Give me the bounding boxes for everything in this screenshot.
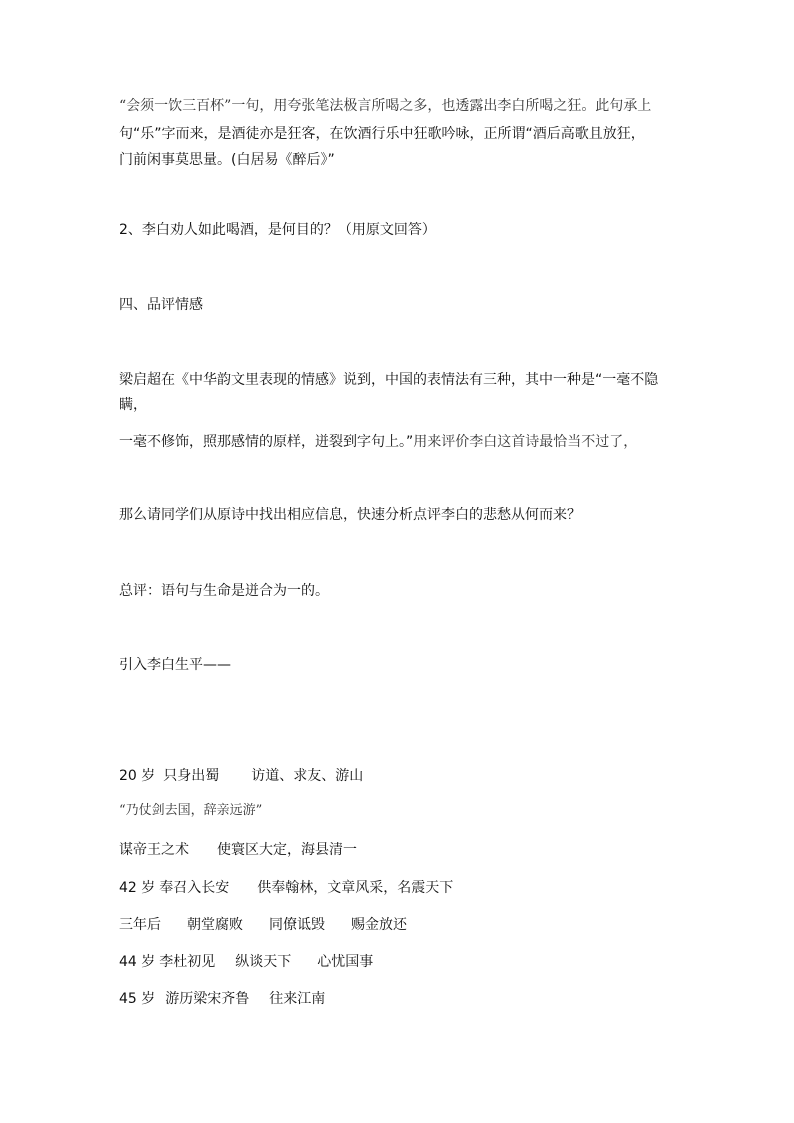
- section-heading: 四、品评情感: [119, 297, 203, 313]
- event: 三年后: [119, 917, 161, 933]
- event: 使寰区大定，海县清一: [217, 842, 357, 858]
- age-label: 20 岁: [119, 768, 156, 784]
- liang-line-1: 梁启超在《中华韵文里表现的情感》说到，中国的表情法有三种，其中一种是“一毫不隐: [119, 372, 659, 388]
- event: 往来江南: [269, 991, 326, 1007]
- question-2: 2、李白劝人如此喝酒，是何目的？（用原文回答）: [119, 222, 436, 238]
- paragraph-line-1: “会须一饮三百杯”一句，用夸张笔法极言所喝之多，也透露出李白所喝之狂。此句承上: [119, 98, 652, 114]
- event: 赐金放还: [351, 917, 407, 933]
- event: 只身出蜀: [163, 768, 220, 784]
- timeline-age-44: [119, 952, 373, 972]
- paragraph-line-3: 门前闲事莫思量。(白居易《醉后》”: [119, 152, 335, 168]
- liang-line-2: 瞒，: [119, 397, 147, 413]
- event: 心忧国事: [317, 954, 374, 970]
- event: 李杜初见: [159, 954, 216, 970]
- age-label: 45 岁: [119, 991, 156, 1007]
- paragraph-line-2: 句“乐”字而来，是酒徒亦是狂客，在饮酒行乐中狂歌吟咏，正所谓“酒后高歌且放狂，: [119, 126, 645, 142]
- event: 供奉翰林，文章风采，名震天下: [257, 880, 454, 896]
- timeline-plan: [119, 840, 357, 860]
- intro-biography: 引入李白生平——: [119, 657, 231, 673]
- event: 访道、求友、游山: [251, 768, 364, 784]
- timeline-age-45: [119, 989, 325, 1009]
- event: 纵谈天下: [235, 954, 292, 970]
- timeline-quote: “乃仗剑去国，辞亲远游”: [119, 803, 263, 818]
- liang-line-3-quote: 一毫不修饰，照那感情的原样，迸裂到字句上。”: [119, 434, 414, 450]
- event: 朝堂腐败: [187, 917, 243, 933]
- liang-line-3: [119, 432, 637, 452]
- analysis-prompt: 那么请同学们从原诗中找出相应信息，快速分析点评李白的悲愁从何而来？: [119, 507, 581, 523]
- event: 奉召入长安: [159, 880, 230, 896]
- timeline-later: [119, 915, 407, 935]
- event: 游历梁宋齐鲁: [165, 991, 250, 1007]
- timeline-age-20: [119, 766, 363, 786]
- liang-line-3-comment: 用来评价李白这首诗最恰当不过了，: [413, 434, 638, 450]
- event: 同僚诋毁: [269, 917, 325, 933]
- summary: 总评：语句与生命是迸合为一的。: [119, 583, 329, 599]
- event: 谋帝王之术: [119, 842, 189, 858]
- age-label: 44 岁: [119, 954, 156, 970]
- timeline-age-42: [119, 878, 453, 898]
- age-label: 42 岁: [119, 880, 156, 896]
